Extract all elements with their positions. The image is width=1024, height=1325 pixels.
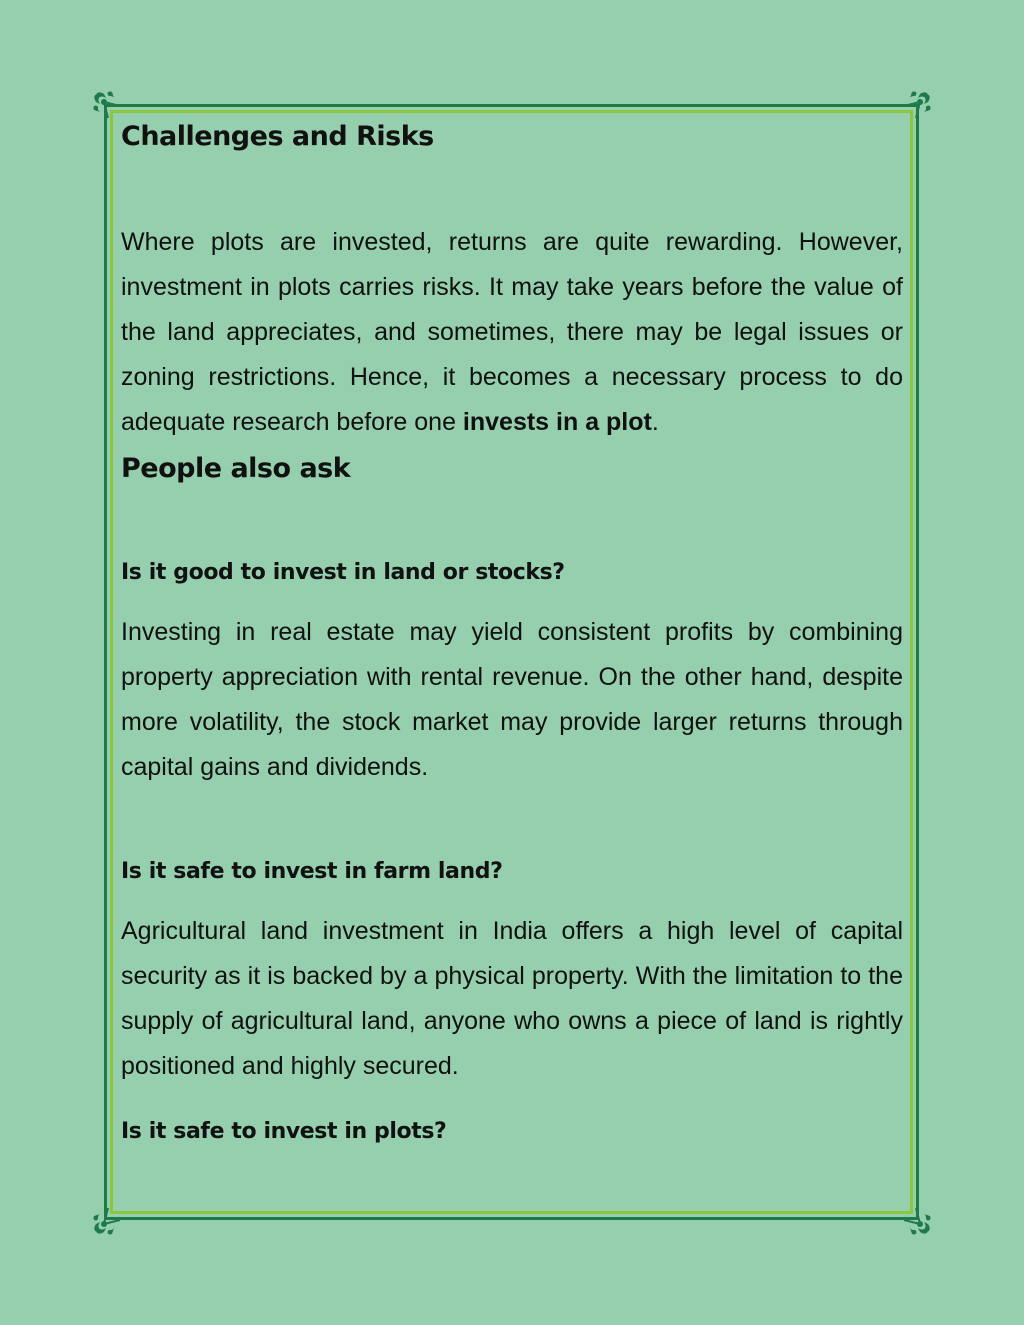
challenges-paragraph-text: Where plots are invested, returns are quite rewarding. However, investment in plots carries risks. It may take years before the value of the land appreciates, and sometimes, there may be legal issues or zoning restrictions. Hence, it becomes a necessary process to do adequate research before one — [121, 228, 903, 436]
faq-question: Is it safe to invest in plots? — [121, 1119, 447, 1144]
section-title: Challenges and Risks — [121, 121, 434, 152]
floral-corner-top-right-icon — [894, 88, 934, 128]
floral-corner-bottom-left-icon — [90, 1198, 130, 1238]
challenges-paragraph — [121, 220, 903, 445]
paragraph-period: . — [651, 408, 659, 436]
faq-question: Is it safe to invest in farm land? — [121, 859, 503, 884]
faq-answer: Investing in real estate may yield consistent profits by combining property appreciation with rental revenue. On the other hand, despite more volatility, the stock market may provide larger returns through capital gains and dividends. — [121, 618, 903, 781]
bold-phrase: invests in a plot — [462, 408, 652, 436]
faq-question: Is it good to invest in land or stocks? — [121, 560, 565, 585]
faq-answer: Agricultural land investment in India offers a high level of capital security as it is backed by a physical property. With the limitation to the supply of agricultural land, anyone who owns a piece of land is rightly positioned and highly secured. — [121, 917, 903, 1080]
faq-title: People also ask — [121, 453, 351, 484]
floral-corner-bottom-right-icon — [894, 1198, 934, 1238]
